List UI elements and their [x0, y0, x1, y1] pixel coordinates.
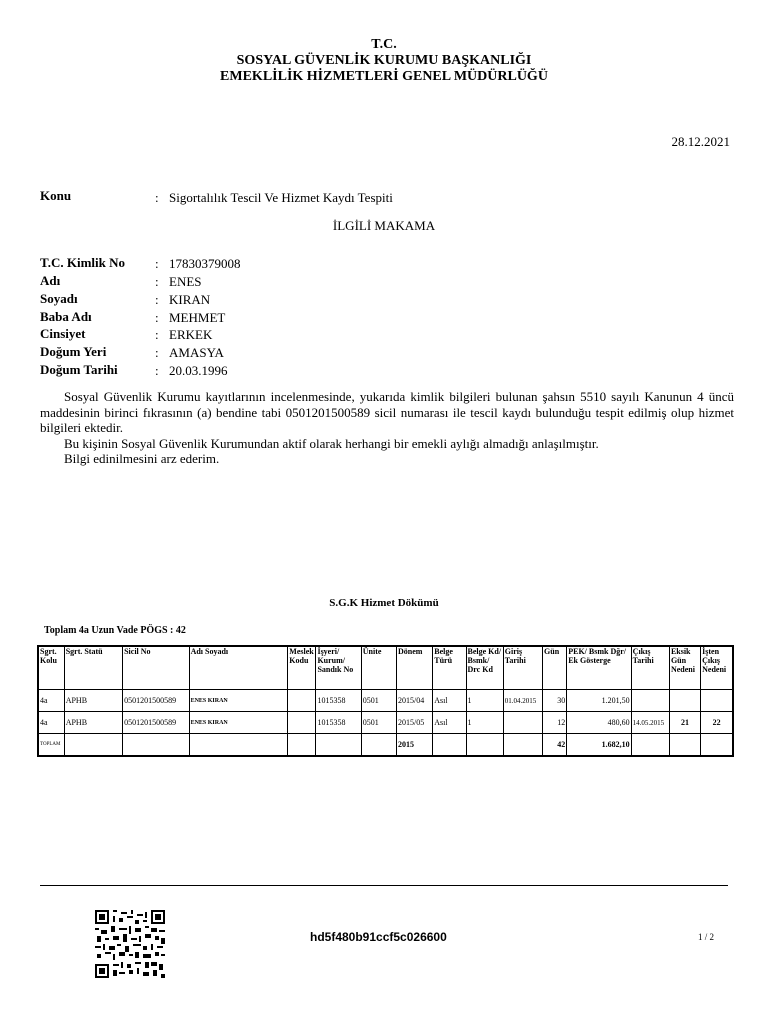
cell — [433, 734, 466, 757]
cell — [631, 734, 669, 757]
cell: 1 — [466, 712, 503, 734]
colon: : — [155, 292, 159, 307]
colon: : — [155, 256, 159, 271]
service-table — [37, 645, 734, 757]
cell — [631, 690, 669, 712]
cell — [669, 734, 700, 757]
header-tc: T.C. — [371, 37, 397, 52]
cell — [701, 734, 733, 757]
cell: 2015/04 — [397, 690, 433, 712]
cell: 14.05.2015 — [631, 712, 669, 734]
cell — [288, 690, 316, 712]
body-paragraph-3: Bilgi edinilmesini arz ederim. — [64, 451, 220, 466]
cell: Asıl — [433, 690, 466, 712]
subject-colon: : — [155, 190, 159, 205]
cell — [466, 734, 503, 757]
colon: : — [155, 274, 159, 289]
total-days: 42 — [543, 734, 567, 757]
cell: 0501201500589 — [123, 690, 189, 712]
col-header: Ünite — [361, 646, 396, 690]
total-amount: 1.682,10 — [567, 734, 631, 757]
header-institution: SOSYAL GÜVENLİK KURUMU BAŞKANLIĞI — [236, 53, 532, 68]
father-name-label: Baba Adı — [40, 309, 92, 324]
cell: 1015358 — [316, 690, 361, 712]
recipient: İLGİLİ MAKAMA — [332, 218, 436, 233]
surname-value: KIRAN — [169, 292, 211, 307]
cell: 0501 — [361, 690, 396, 712]
cell: 1.201,50 — [567, 690, 631, 712]
col-header: Belge Türü — [433, 646, 466, 690]
cell — [701, 690, 733, 712]
cell — [123, 734, 189, 757]
subject-value: Sigortalılık Tescil Ve Hizmet Kaydı Tespiti — [169, 190, 393, 205]
colon: : — [155, 310, 159, 325]
cell: 21 — [669, 712, 700, 734]
cell: 2015/05 — [397, 712, 433, 734]
colon: : — [155, 327, 159, 342]
col-header: PEK/ Bsmk Dğr/ Ek Gösterge — [567, 646, 631, 690]
body-paragraph-2: Bu kişinin Sosyal Güvenlik Kurumundan aktif olarak herhangi bir emekli aylığı almadığı anlaşılmıştır. — [64, 435, 599, 451]
col-header: Sgrt. Kolu — [38, 646, 64, 690]
cell: Asıl — [433, 712, 466, 734]
name-label: Adı — [40, 273, 61, 288]
birthplace-label: Doğum Yeri — [40, 344, 107, 359]
colon: : — [155, 363, 159, 378]
col-header: Sicil No — [123, 646, 189, 690]
cell: 01.04.2015 — [503, 690, 542, 712]
col-header: İşyeri/ Kurum/ Sandık No — [316, 646, 361, 690]
table-header-row — [38, 646, 733, 690]
col-header: Adı Soyadı — [189, 646, 288, 690]
body-paragraph-1: Sosyal Güvenlik Kurumu kayıtlarının incelenmesinde, yukarıda kimlik bilgileri bulunan şahsın 5510 sayılı Kanunun 4 üncü maddesinin birinci fıkrasının (a) bendine tabi 0501201500589 sicil numarası ile tescil kaydı bulunduğu tespit edilmiş olup hizmet bilgileri ektedir. — [40, 389, 734, 435]
surname-label: Soyadı — [40, 291, 78, 306]
table-row — [38, 712, 733, 734]
footer-divider — [40, 885, 728, 886]
gender-value: ERKEK — [169, 327, 213, 342]
cell: 4a — [38, 712, 64, 734]
page-number: 1 / 2 — [698, 932, 715, 942]
col-header: İşten Çıkış Nedeni — [701, 646, 733, 690]
col-header: Belge Kd/ Bsmk/ Drc Kd — [466, 646, 503, 690]
col-header: Giriş Tarihi — [503, 646, 542, 690]
body-text — [40, 389, 734, 467]
service-title: S.G.K Hizmet Dökümü — [329, 597, 439, 609]
colon: : — [155, 345, 159, 360]
tc-no-label: T.C. Kimlik No — [40, 255, 125, 270]
birthdate-label: Doğum Tarihi — [40, 362, 118, 377]
cell — [64, 734, 122, 757]
gender-label: Cinsiyet — [40, 326, 86, 341]
cell: APHB — [64, 690, 122, 712]
cell: 1 — [466, 690, 503, 712]
birthplace-value: AMASYA — [169, 345, 224, 360]
cell — [361, 734, 396, 757]
table-row — [38, 690, 733, 712]
tc-no-value: 17830379008 — [169, 256, 241, 271]
subject-label: Konu — [40, 188, 72, 203]
col-header: Sgrt. Statü — [64, 646, 122, 690]
cell — [503, 734, 542, 757]
cell: 30 — [543, 690, 567, 712]
cell: 12 — [543, 712, 567, 734]
table-total-row — [38, 734, 733, 757]
father-name-value: MEHMET — [169, 310, 226, 325]
col-header: Eksik Gün Nedeni — [669, 646, 700, 690]
cell — [669, 690, 700, 712]
col-header: Dönem — [397, 646, 433, 690]
cell: 0501201500589 — [123, 712, 189, 734]
cell: 0501 — [361, 712, 396, 734]
cell — [189, 734, 288, 757]
cell — [503, 712, 542, 734]
name-value: ENES — [169, 274, 202, 289]
document-hash: hd5f480b91ccf5c026600 — [310, 930, 447, 944]
col-header: Meslek Kodu — [288, 646, 316, 690]
total-period: 2015 — [397, 734, 433, 757]
col-header: Çıkış Tarihi — [631, 646, 669, 690]
qr-code-icon — [95, 910, 165, 978]
cell: 4a — [38, 690, 64, 712]
cell — [316, 734, 361, 757]
col-header: Gün — [543, 646, 567, 690]
document-date: 28.12.2021 — [671, 134, 730, 149]
total-label: TOPLAM — [38, 734, 64, 757]
cell — [288, 734, 316, 757]
header-department: EMEKLİLİK HİZMETLERİ GENEL MÜDÜRLÜĞÜ — [220, 69, 548, 84]
birthdate-value: 20.03.1996 — [169, 363, 228, 378]
cell: 1015358 — [316, 712, 361, 734]
cell: ENES KIRAN — [189, 712, 288, 734]
cell: ENES KIRAN — [189, 690, 288, 712]
cell: 22 — [701, 712, 733, 734]
cell: APHB — [64, 712, 122, 734]
cell — [288, 712, 316, 734]
pogs-total: Toplam 4a Uzun Vade PÖGS : 42 — [44, 625, 186, 636]
cell: 480,60 — [567, 712, 631, 734]
